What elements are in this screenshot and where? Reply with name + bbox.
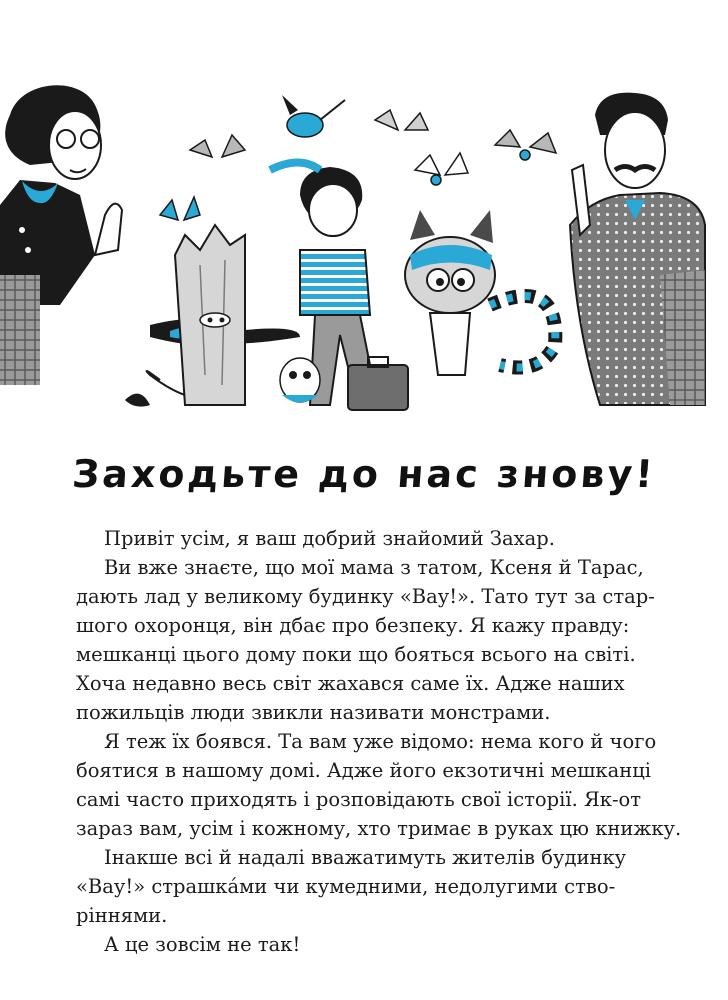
- text-line: ріннями.: [76, 904, 168, 927]
- text-line: дають лад у великому будинку «Вау!». Тато тут за стар-: [76, 585, 655, 608]
- raccoon-character: [405, 210, 555, 375]
- text-line: Інакше всі й надалі вважатимуть жителів будинку: [104, 846, 627, 869]
- story-text: [76, 524, 682, 959]
- text-line: самі часто приходять і розповідають свої історії. Як-от: [76, 788, 642, 811]
- page-title: Заходьте до нас знову!: [70, 452, 658, 496]
- text-line: Привіт усім, я ваш добрий знайомий Захар.: [104, 527, 555, 550]
- man-character: [570, 93, 705, 405]
- text-line: А це зовсім не так!: [104, 933, 301, 956]
- tree-monster: [125, 225, 300, 407]
- text-line: шого охоронця, він дбає про безпеку. Я кажу правду:: [76, 614, 630, 637]
- text-line: Хоча недавно весь світ жахався саме їх. Адже наших: [76, 672, 625, 695]
- text-line: «Вау!» страшкáми чи кумедними, недолугими ство-: [76, 875, 616, 898]
- text-line: зараз вам, усім і кожному, хто тримає в руках цю книжку.: [76, 817, 682, 840]
- text-line: Я теж їх боявся. Та вам уже відомо: нема кого й чого: [104, 730, 657, 753]
- text-line: пожильців люди звикли називати монстрами.: [76, 701, 551, 724]
- text-line: мешканці цього дому поки що бояться всього на світі.: [76, 643, 636, 666]
- small-creature: [280, 358, 320, 403]
- text-line: Ви вже знаєте, що мої мама з татом, Ксеня й Тарас,: [104, 556, 644, 579]
- woman-character: [0, 85, 122, 385]
- header-illustration: [0, 75, 728, 425]
- text-line: боятися в нашому домі. Адже його екзотичні мешканці: [76, 759, 652, 782]
- bird-character: [282, 95, 345, 137]
